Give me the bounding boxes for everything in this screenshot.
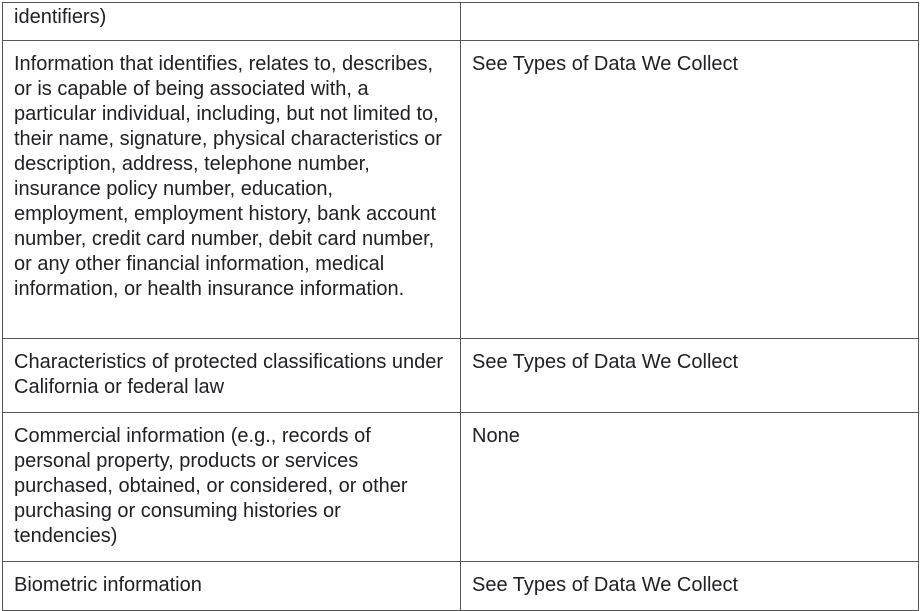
source-text: None [472, 425, 520, 447]
category-cell [3, 339, 461, 413]
source-cell [461, 3, 919, 41]
table-row [3, 41, 919, 339]
table-row [3, 3, 919, 41]
table-row [3, 562, 919, 611]
category-text: Information that identifies, relates to, describes, or is capable of being associated with, a particular individual, including, but not limited to, their name, signature, physical characteristics or description, address, telephone number, insurance policy number, education, employment, employment history, bank account number, credit card number, debit card number, or any other financial information, medical information, or health insurance information. [14, 53, 448, 300]
category-cell [3, 41, 461, 339]
category-text: Biometric information [14, 574, 202, 596]
source-text: See Types of Data We Collect [472, 574, 739, 596]
source-cell [461, 339, 919, 413]
data-categories-table [2, 2, 919, 611]
source-cell [461, 562, 919, 611]
source-cell [461, 41, 919, 339]
table-row [3, 339, 919, 413]
source-cell [461, 413, 919, 562]
category-cell [3, 413, 461, 562]
category-cell [3, 562, 461, 611]
source-text: See Types of Data We Collect [472, 351, 739, 373]
category-text: Commercial information (e.g., records of personal property, products or services purchased, obtained, or considered, or other purchasing or consuming histories or tendencies) [14, 425, 414, 547]
category-text: identifiers) [14, 6, 107, 28]
table-row [3, 413, 919, 562]
source-text [461, 3, 918, 13]
source-text: See Types of Data We Collect [472, 53, 739, 75]
category-text: Characteristics of protected classifications under California or federal law [14, 351, 449, 398]
category-cell [3, 3, 461, 41]
